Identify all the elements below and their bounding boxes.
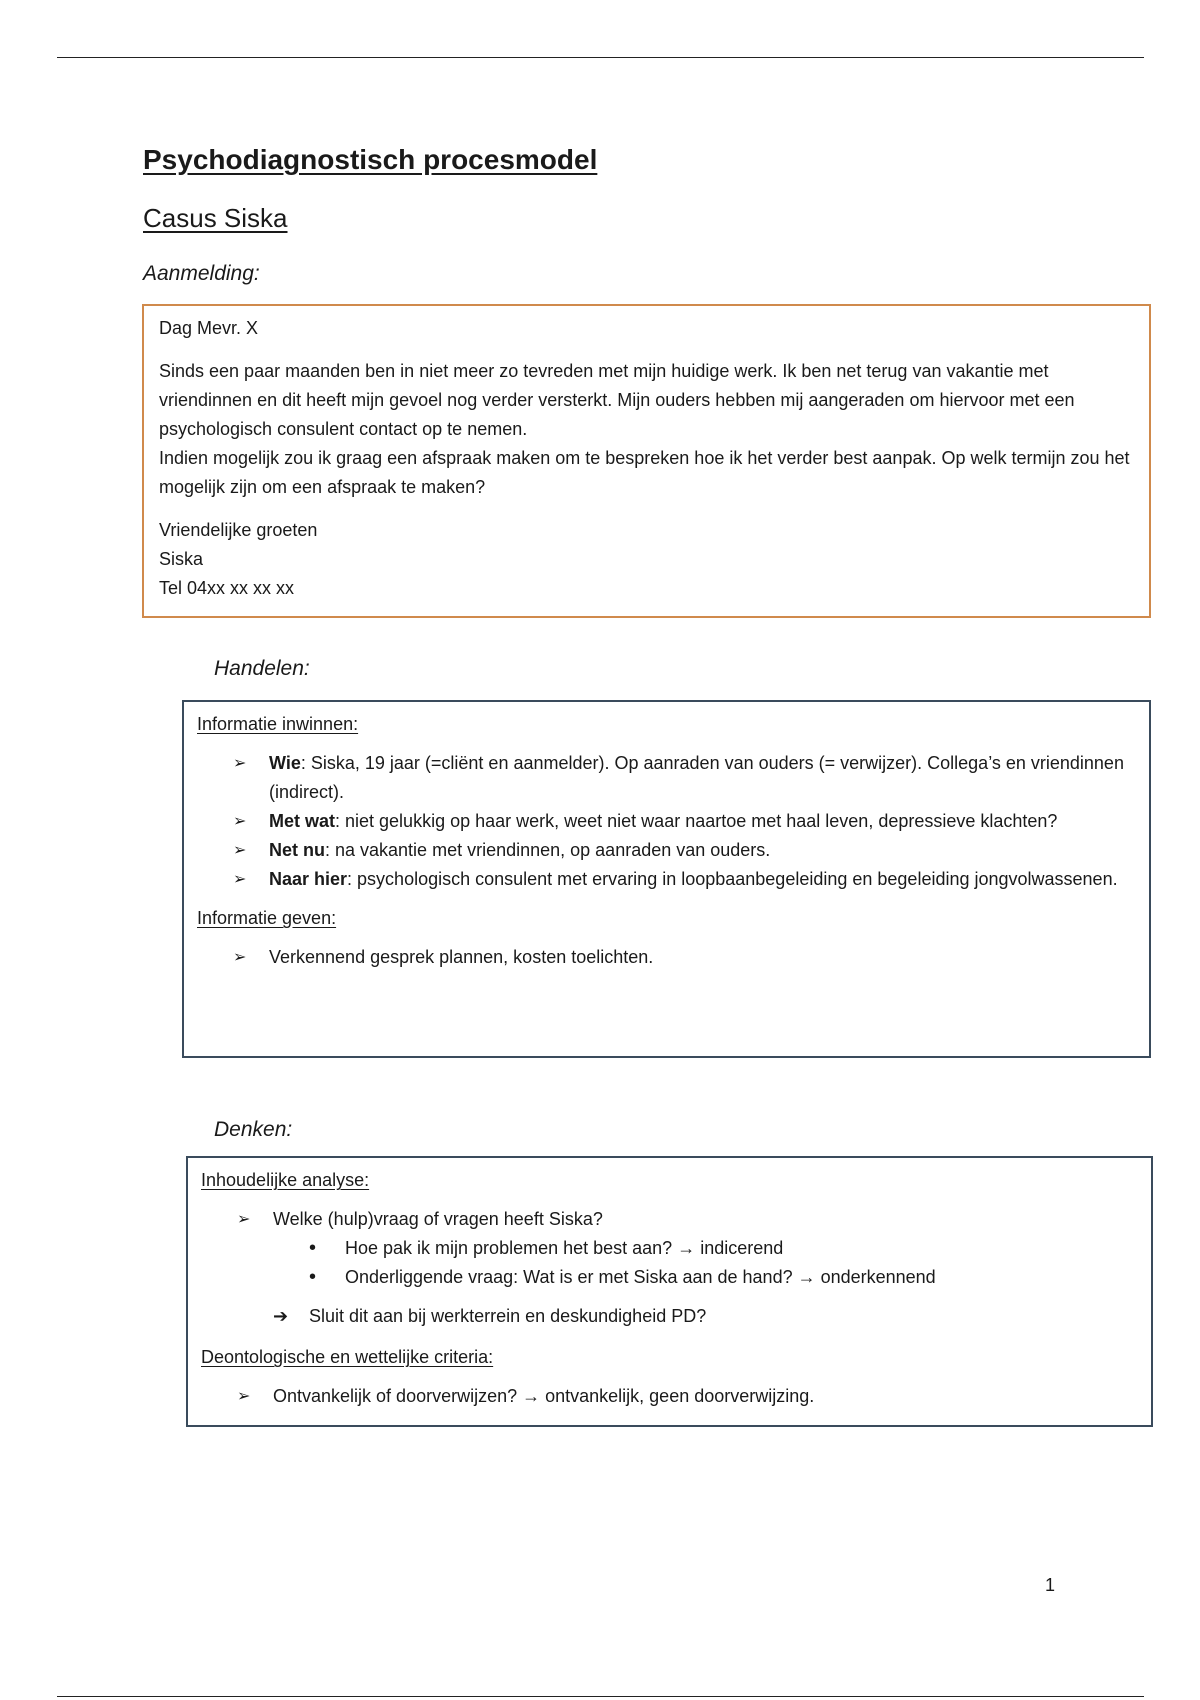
letter-name: Siska: [159, 549, 204, 569]
aanmelding-label: Aanmelding:: [143, 262, 260, 285]
criteria-list: [201, 1382, 1138, 1411]
aanmelding-letter-box: [142, 304, 1151, 618]
document-subtitle: Casus Siska: [143, 203, 288, 233]
item-key: Naar hier: [269, 869, 348, 889]
arrow-line: [201, 1302, 1138, 1331]
list-item: ➢ Verkennend gesprek plannen, kosten toelichten.: [269, 943, 1136, 972]
item-text: : niet gelukkig op haar werk, weet niet waar naartoe met haal leven, depressieve klachten?: [335, 811, 1058, 831]
question-sub-list: [273, 1234, 1138, 1292]
item-text: : na vakantie met vriendinnen, op aanraden van ouders.: [325, 840, 771, 860]
list-item: [273, 1205, 1138, 1292]
header-rule: [57, 57, 1144, 58]
arrow-right-icon: ➔: [273, 1306, 289, 1326]
analyse-list: [201, 1205, 1138, 1292]
item-key: Wie: [269, 753, 301, 773]
denken-box: [186, 1156, 1153, 1427]
info-geven-list: [197, 943, 1136, 972]
question-text: Welke (hulp)vraag of vragen heeft Siska?: [273, 1209, 603, 1229]
letter-greeting: Dag Mevr. X: [159, 318, 259, 338]
info-inwinnen-heading: Informatie inwinnen:: [197, 714, 359, 734]
item-key: Met wat: [269, 811, 336, 831]
criteria-heading: Deontologische en wettelijke criteria:: [201, 1347, 494, 1367]
list-item: ➢ Ontvankelijk of doorverwijzen? → ontvankelijk, geen doorverwijzing.: [273, 1382, 1138, 1411]
letter-paragraph-2: Indien mogelijk zou ik graag een afspraak maken om te bespreken hoe ik het verder best aanpak. Op welk termijn zou het mogelijk zijn om een afspraak te maken?: [159, 448, 1130, 497]
info-inwinnen-list: [197, 749, 1136, 894]
arrow-line-text: Sluit dit aan bij werkterrein en deskundigheid PD?: [309, 1306, 707, 1326]
item-text: : Siska, 19 jaar (=cliënt en aanmelder). Op aanraden van ouders (= verwijzer). Collega’s en vriendinnen (indirect).: [269, 753, 1124, 802]
letter-paragraph-1: Sinds een paar maanden ben in niet meer zo tevreden met mijn huidige werk. Ik ben net terug van vakantie met vriendinnen en dit heeft mijn gevoel nog verder versterkt. Mijn ouders hebben mij aangeraden om hiervoor met een psychologisch consulent contact op te nemen.: [159, 361, 1075, 439]
list-item: [269, 836, 1136, 865]
letter-closing: Vriendelijke groeten: [159, 520, 318, 540]
page-number: 1: [1045, 1575, 1056, 1595]
item-key: Net nu: [269, 840, 325, 860]
footer-rule: [57, 1696, 1144, 1697]
sub-list-item: • Hoe pak ik mijn problemen het best aan? → indicerend: [345, 1234, 1138, 1263]
letter-paragraph: [159, 357, 1134, 502]
letter-phone: Tel 04xx xx xx xx: [159, 578, 295, 598]
list-item: [269, 807, 1136, 836]
item-text: : psychologisch consulent met ervaring in loopbaanbegeleiding en begeleiding jongvolwassenen.: [347, 869, 1118, 889]
letter-signature: [159, 516, 1134, 603]
analyse-heading: Inhoudelijke analyse:: [201, 1170, 370, 1190]
handelen-box: [182, 700, 1151, 1058]
list-item: [269, 749, 1136, 807]
info-geven-heading: Informatie geven:: [197, 908, 337, 928]
denken-label: Denken:: [214, 1118, 293, 1141]
document-title: Psychodiagnostisch procesmodel: [143, 144, 598, 175]
list-item: [269, 865, 1136, 894]
handelen-label: Handelen:: [214, 657, 310, 680]
sub-list-item: • Onderliggende vraag: Wat is er met Siska aan de hand? → onderkennend: [345, 1263, 1138, 1292]
